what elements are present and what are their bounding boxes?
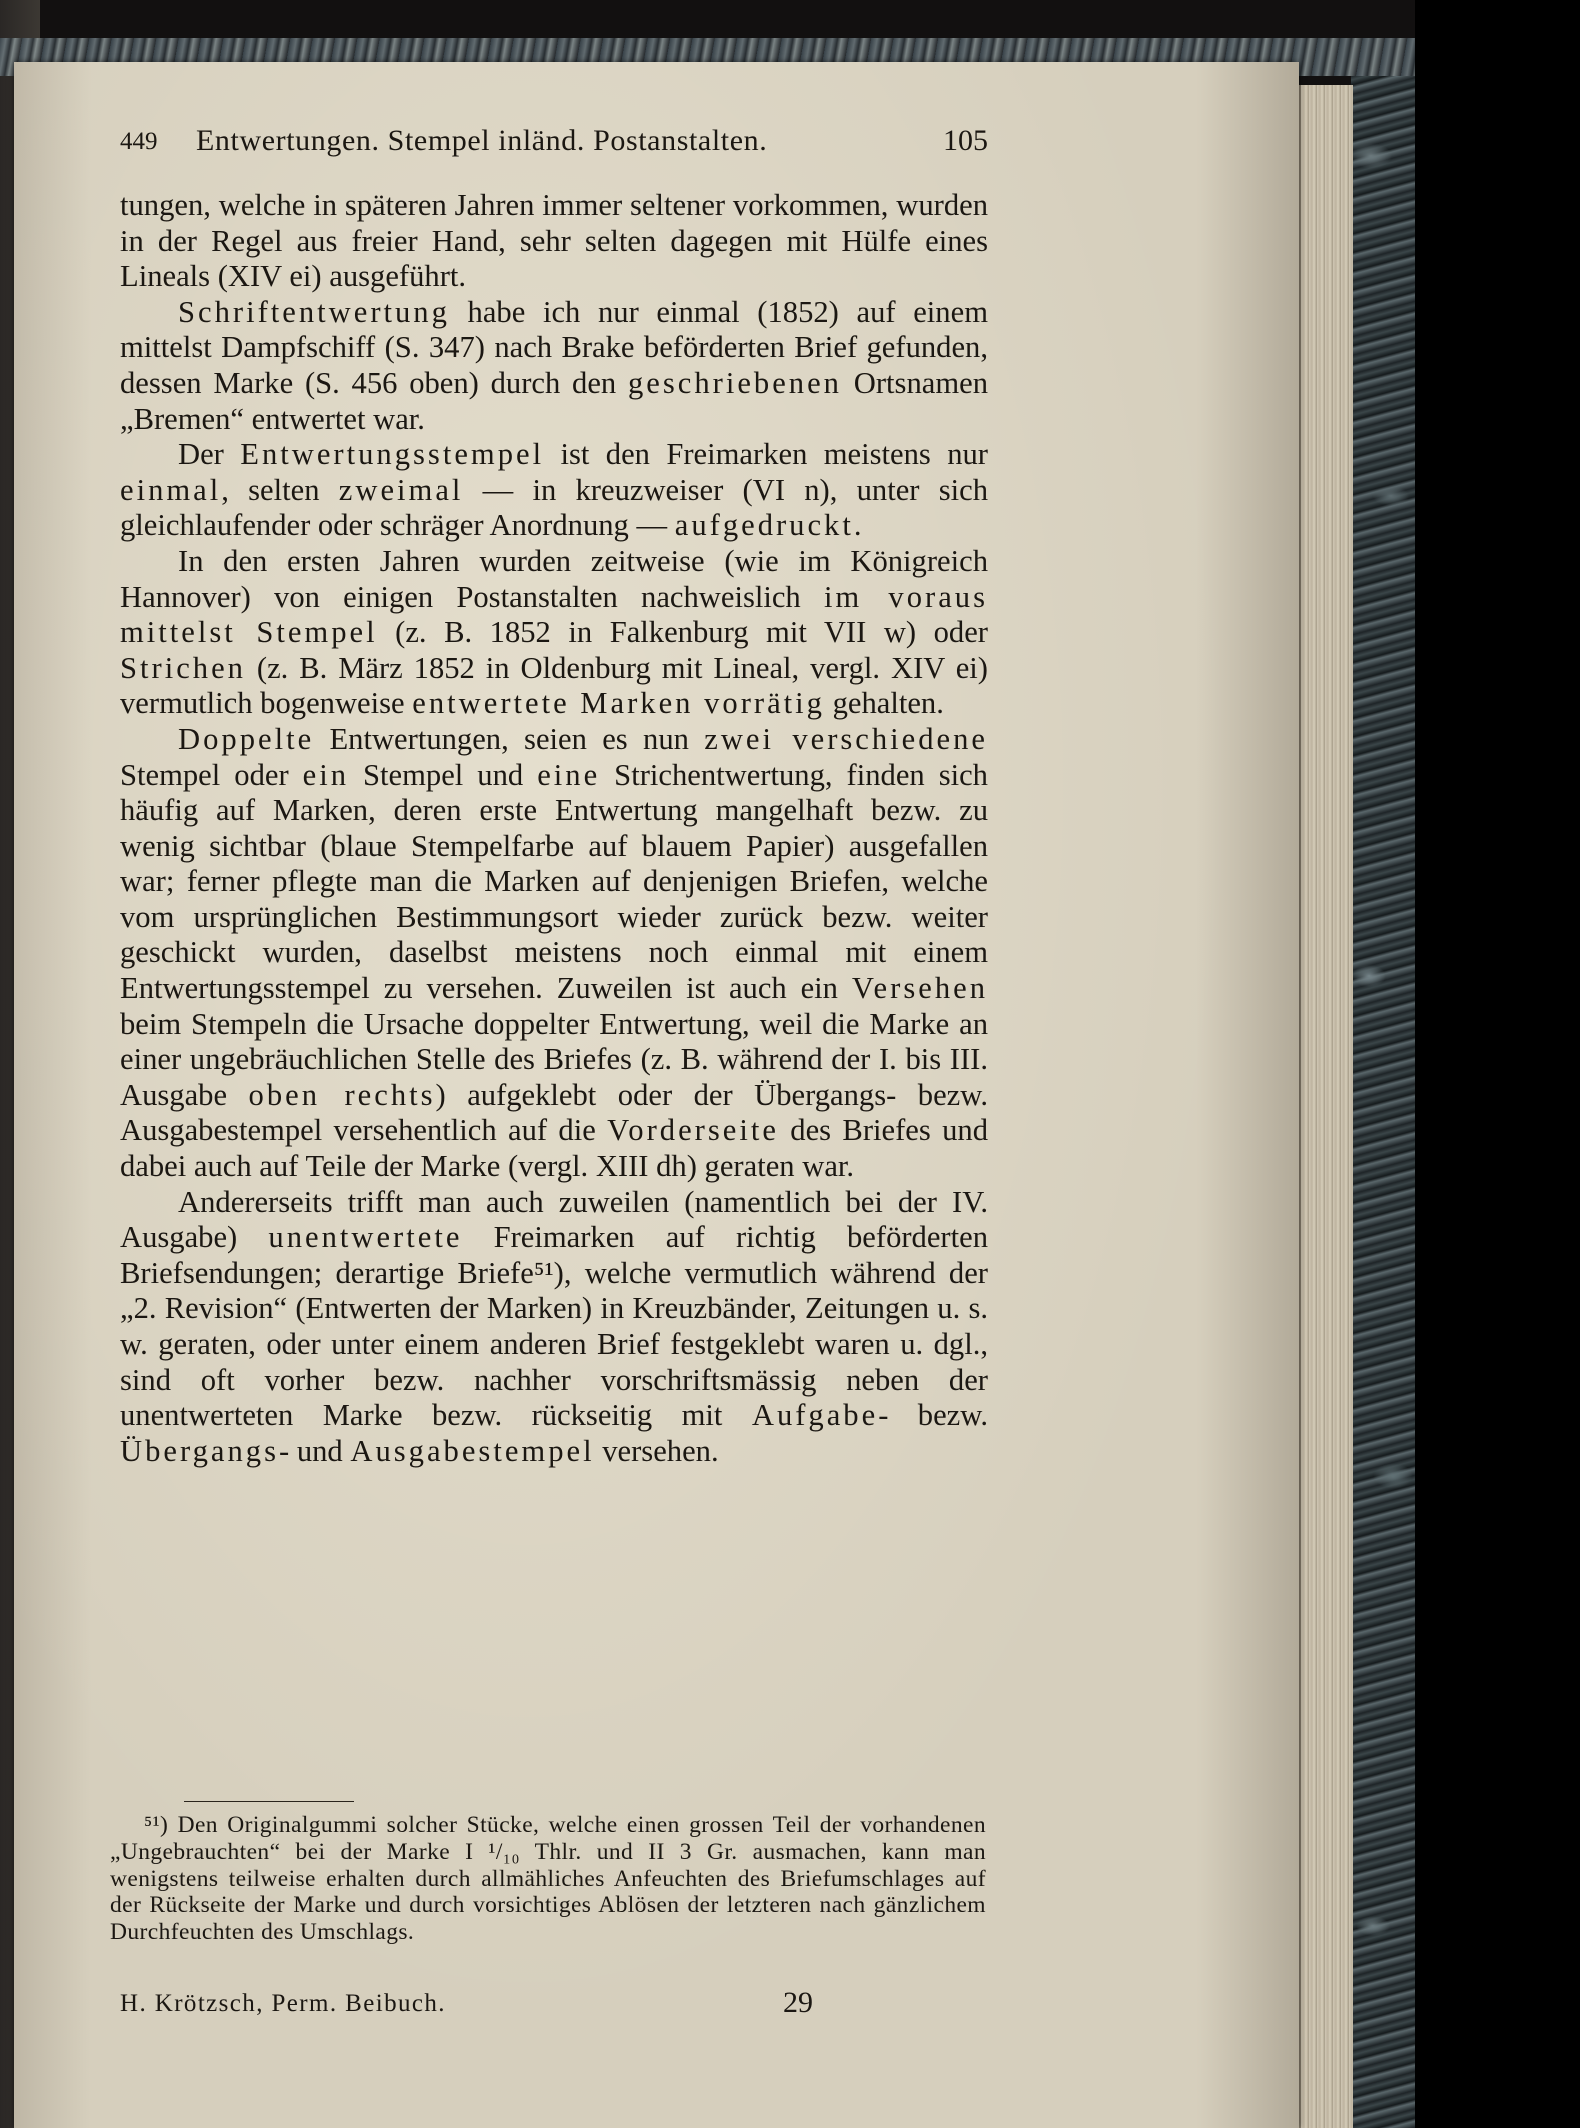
paragraph-text: beim Stempeln die Ursache doppelter Entwertung, weil die Marke an einer ungebräuchlichen Stelle des Briefes (z. B. während der I. bis III. Ausgabe	[120, 1006, 988, 1112]
emphasis-text: Vorderseite	[607, 1113, 779, 1148]
paragraph-5	[120, 722, 988, 1185]
emphasis-text: ein	[302, 757, 350, 792]
paragraph-text: (z. B. 1852 in Falkenburg mit VII w) oder	[377, 615, 988, 650]
footnote-text: ⁵¹) Den Originalgummi solcher Stücke, welche einen grossen Teil der vorhandenen „Ungebrauchten“ bei der Marke I ¹/₁₀ Thlr. und II 3 Gr. ausmachen, kann man wenigstens teilweise erhalten durch allmähliches Anfeuchten des Briefumschlages auf der Rückseite der Marke und durch vorsichtiges Ablösen der letzteren nach gänzlichem Durchfeuchten des Umschlags.	[110, 1812, 986, 1946]
paragraph-text: gehalten.	[824, 686, 944, 721]
paragraph-text: (z. B. März 1852 in Oldenburg mit Lineal, vergl. XIV ei) vermutlich bogenweise	[120, 650, 988, 721]
paragraph-text: - und	[278, 1433, 351, 1468]
emphasis-text: zwei verschiedene	[704, 721, 988, 756]
footnote-divider	[184, 1801, 354, 1802]
paragraph-text: , selten	[221, 472, 339, 507]
paragraph-text: .	[853, 508, 862, 543]
emphasis-text: Versehen	[851, 971, 988, 1006]
emphasis-text: Doppelte	[178, 721, 315, 756]
paragraph-text: Freimarken auf richtig beförderten Briefsendungen; derartige Briefe⁵¹), welche vermutlich während der „2. Revision“ (Entwerten der Marken) in Kreuzbänder, Zeitungen u. s. w. geraten, oder unter einem anderen Brief festgeklebt waren u. dgl., sind oft vorher bezw. nachher vorschriftsmässig neben der unentwerteten Marke bezw. rückseitig mit	[120, 1220, 988, 1433]
paragraph-4	[120, 544, 988, 722]
paragraph-text: Strichentwertung, finden sich häufig auf Marken, deren erste Entwertung mangelhaft bezw. zu wenig sichtbar (blaue Stempelfarbe auf blauem Papier) ausgefallen war; ferner pflegte man die Marken auf denjenigen Briefen, welche vom ursprünglichen Bestimmungsort wieder zurück bezw. weiter geschickt wurden, daselbst meistens noch einmal mit einem Entwertungsstempel zu versehen. Zuweilen ist auch ein	[120, 757, 988, 1006]
paragraph-text: Stempel und	[349, 757, 538, 792]
paragraph-text: versehen.	[594, 1433, 719, 1468]
paragraph-text: — in kreuzweiser (VI n), unter sich gleichlaufender oder schräger Anordnung —	[120, 472, 988, 543]
footnote	[110, 1812, 986, 1946]
emphasis-text: aufgedruckt	[674, 508, 854, 543]
emphasis-text: Aufgabe	[751, 1398, 879, 1433]
emphasis-text: Entwertungsstempel	[240, 437, 545, 472]
paragraph-text: ) aufgeklebt oder der Übergangs- bezw. Ausgabestempel versehentlich auf die	[120, 1077, 988, 1148]
paragraph-text: Stempel oder	[120, 757, 303, 792]
paragraph-text: In den ersten Jahren wurden zeitweise (wie im Königreich Hannover) von einigen Postanstalten nachweislich	[120, 543, 988, 614]
emphasis-text: unentwertete	[268, 1220, 463, 1255]
emphasis-text: im voraus mittelst Stempel	[120, 579, 989, 650]
emphasis-text: Ausgabestempel	[350, 1433, 595, 1468]
paragraph-3	[120, 437, 988, 544]
emphasis-text: eine	[537, 757, 601, 792]
paragraph-1: tungen, welche in späteren Jahren immer seltener vorkommen, wurden in der Regel aus freier Hand, sehr selten dagegen mit Hülfe eines Lineals (XIV ei) ausgeführt.	[120, 188, 988, 294]
paragraph-text: ist den Freimarken meistens nur	[544, 437, 988, 472]
paragraph-text: des Briefes und dabei auch auf Teile der Marke (vergl. XIII dh) geraten war.	[120, 1113, 988, 1184]
scan-background-right	[1415, 0, 1580, 2128]
paragraph-text: - bezw.	[878, 1398, 988, 1433]
footer-author: H. Krötzsch, Perm. Beibuch.	[120, 1990, 446, 2017]
body-text	[120, 188, 988, 1469]
emphasis-text: Übergangs	[120, 1433, 279, 1468]
header-left-number: 449	[120, 128, 158, 155]
emphasis-text: einmal	[120, 472, 222, 507]
page-edges	[1299, 85, 1353, 2128]
paragraph-text: Der	[178, 437, 241, 472]
marbled-cover-edge	[1351, 76, 1415, 2128]
header-title: Entwertungen. Stempel inländ. Postanstalten.	[196, 124, 768, 157]
emphasis-text: geschriebenen	[628, 365, 842, 400]
sheet-number: 29	[783, 1986, 813, 2019]
page-number: 105	[943, 124, 988, 157]
emphasis-text: Strichen	[120, 650, 246, 685]
paragraph-text: Andererseits trifft man auch zuweilen (namentlich bei der IV. Ausgabe)	[120, 1184, 988, 1255]
paragraph-2	[120, 295, 988, 437]
emphasis-text: oben rechts	[248, 1077, 436, 1112]
emphasis-text: entwertete Marken vorrätig	[412, 686, 825, 721]
page-footer	[120, 1986, 988, 2026]
emphasis-text: zweimal	[338, 472, 464, 507]
emphasis-text: Schriftentwertung	[178, 294, 450, 329]
paragraph-text: habe ich nur einmal (1852) auf einem mittelst Dampfschiff (S. 347) nach Brake beförderten Brief gefunden, dessen Marke (S. 456 oben) durch den	[120, 294, 988, 400]
running-header	[120, 124, 988, 164]
paragraph-6	[120, 1185, 988, 1470]
paragraph-text: Entwertungen, seien es nun	[314, 721, 705, 756]
paragraph-text: Ortsnamen „Bremen“ entwertet war.	[120, 365, 988, 436]
